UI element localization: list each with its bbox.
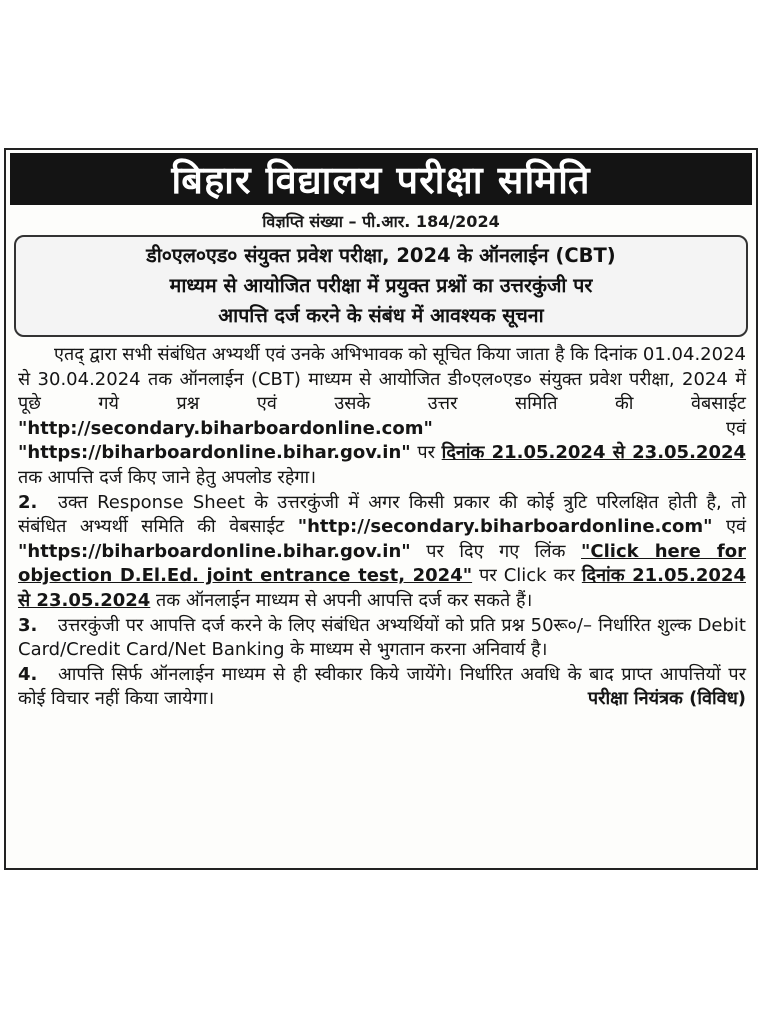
website-url-bihar-gov[interactable]: "https://biharboardonline.bihar.gov.in" <box>18 442 411 464</box>
para2-text-a: उक्त Response Sheet के उत्तरकुंजी में अगर किसी प्रकार की कोई त्रुटि परिलक्षित होती है, तो संबंधित अभ्यर्थी समिति की वेबसाईट <box>18 491 746 538</box>
objection-link-text[interactable]: "Click here for objection D.El.Ed. joint entrance test, 2024" <box>18 540 746 587</box>
paragraph-number: 3. <box>18 614 38 636</box>
para1-text-a: एतद् द्वारा सभी संबंधित अभ्यर्थी एवं उनके अभिभावक को सूचित किया जाता है कि दिनांक 01.04.2024 से 30.04.2024 तक ऑनलाईन (CBT) माध्यम से आयोजित डी०एल०एड० संयुक्त प्रवेश परीक्षा, 2024 में पूछे गये प्रश्न एवं उसके उत्तर समिति की वेबसाईट <box>18 344 746 415</box>
organization-name: बिहार विद्यालय परीक्षा समिति <box>171 158 591 202</box>
para2-text-b: एवं <box>712 516 747 538</box>
paragraph-4 <box>18 663 746 712</box>
paragraph-number: 4. <box>18 663 38 685</box>
website-url-secondary[interactable]: "http://secondary.biharboardonline.com" <box>297 516 713 538</box>
organization-title <box>10 153 752 205</box>
para3-text: उत्तरकुंजी पर आपत्ति दर्ज करने के लिए संबंधित अभ्यर्थियों को प्रति प्रश्न 50रू०/– निर्धारित शुल्क Debit Card/Credit Card/Net Banking के माध्यम से भुगतान करना अनिवार्य है। <box>18 614 746 661</box>
press-notice <box>4 148 758 870</box>
subject-box <box>14 235 748 337</box>
subject-line-1: डी०एल०एड० संयुक्त प्रवेश परीक्षा, 2024 के ऑनलाईन (CBT) <box>146 244 616 267</box>
subject-line-2: माध्यम से आयोजित परीक्षा में प्रयुक्त प्रश्नों का उत्तरकुंजी पर <box>169 274 593 297</box>
subject-line-3: आपत्ति दर्ज करने के संबंध में आवश्यक सूचना <box>218 304 544 327</box>
website-url-secondary[interactable]: "http://secondary.biharboardonline.com" <box>18 417 433 439</box>
website-url-bihar-gov[interactable]: "https://biharboardonline.bihar.gov.in" <box>18 540 411 562</box>
paragraph-3 <box>18 614 746 663</box>
paragraph-number: 2. <box>18 491 38 513</box>
para2-text-d: पर Click कर <box>472 565 582 587</box>
notice-reference: विज्ञप्ति संख्या – पी.आर. 184/2024 <box>262 212 500 231</box>
paragraph-2 <box>18 491 746 614</box>
objection-date-range: दिनांक 21.05.2024 से 23.05.2024 <box>441 442 747 464</box>
para2-text-c: पर दिए गए लिंक <box>410 540 582 562</box>
signature: परीक्षा नियंत्रक (विविध) <box>587 688 746 710</box>
para1-text-b: एवं <box>432 417 746 439</box>
para2-text-e: तक ऑनलाईन माध्यम से अपनी आपत्ति दर्ज कर सकते हैं। <box>150 589 533 611</box>
paragraph-1 <box>18 343 746 491</box>
para4-text: आपत्ति सिर्फ ऑनलाईन माध्यम से ही स्वीकार किये जायेंगे। निर्धारित अवधि के बाद प्राप्त आपत्तियों पर कोई विचार नहीं किया जायेगा। <box>18 663 746 710</box>
notice-body <box>18 343 746 712</box>
para1-text-d: तक आपत्ति दर्ज किए जाने हेतु अपलोड रहेगा। <box>18 466 317 488</box>
para1-text-c: पर <box>410 442 442 464</box>
objection-date-range: दिनांक 21.05.2024 से 23.05.2024 <box>18 565 746 611</box>
